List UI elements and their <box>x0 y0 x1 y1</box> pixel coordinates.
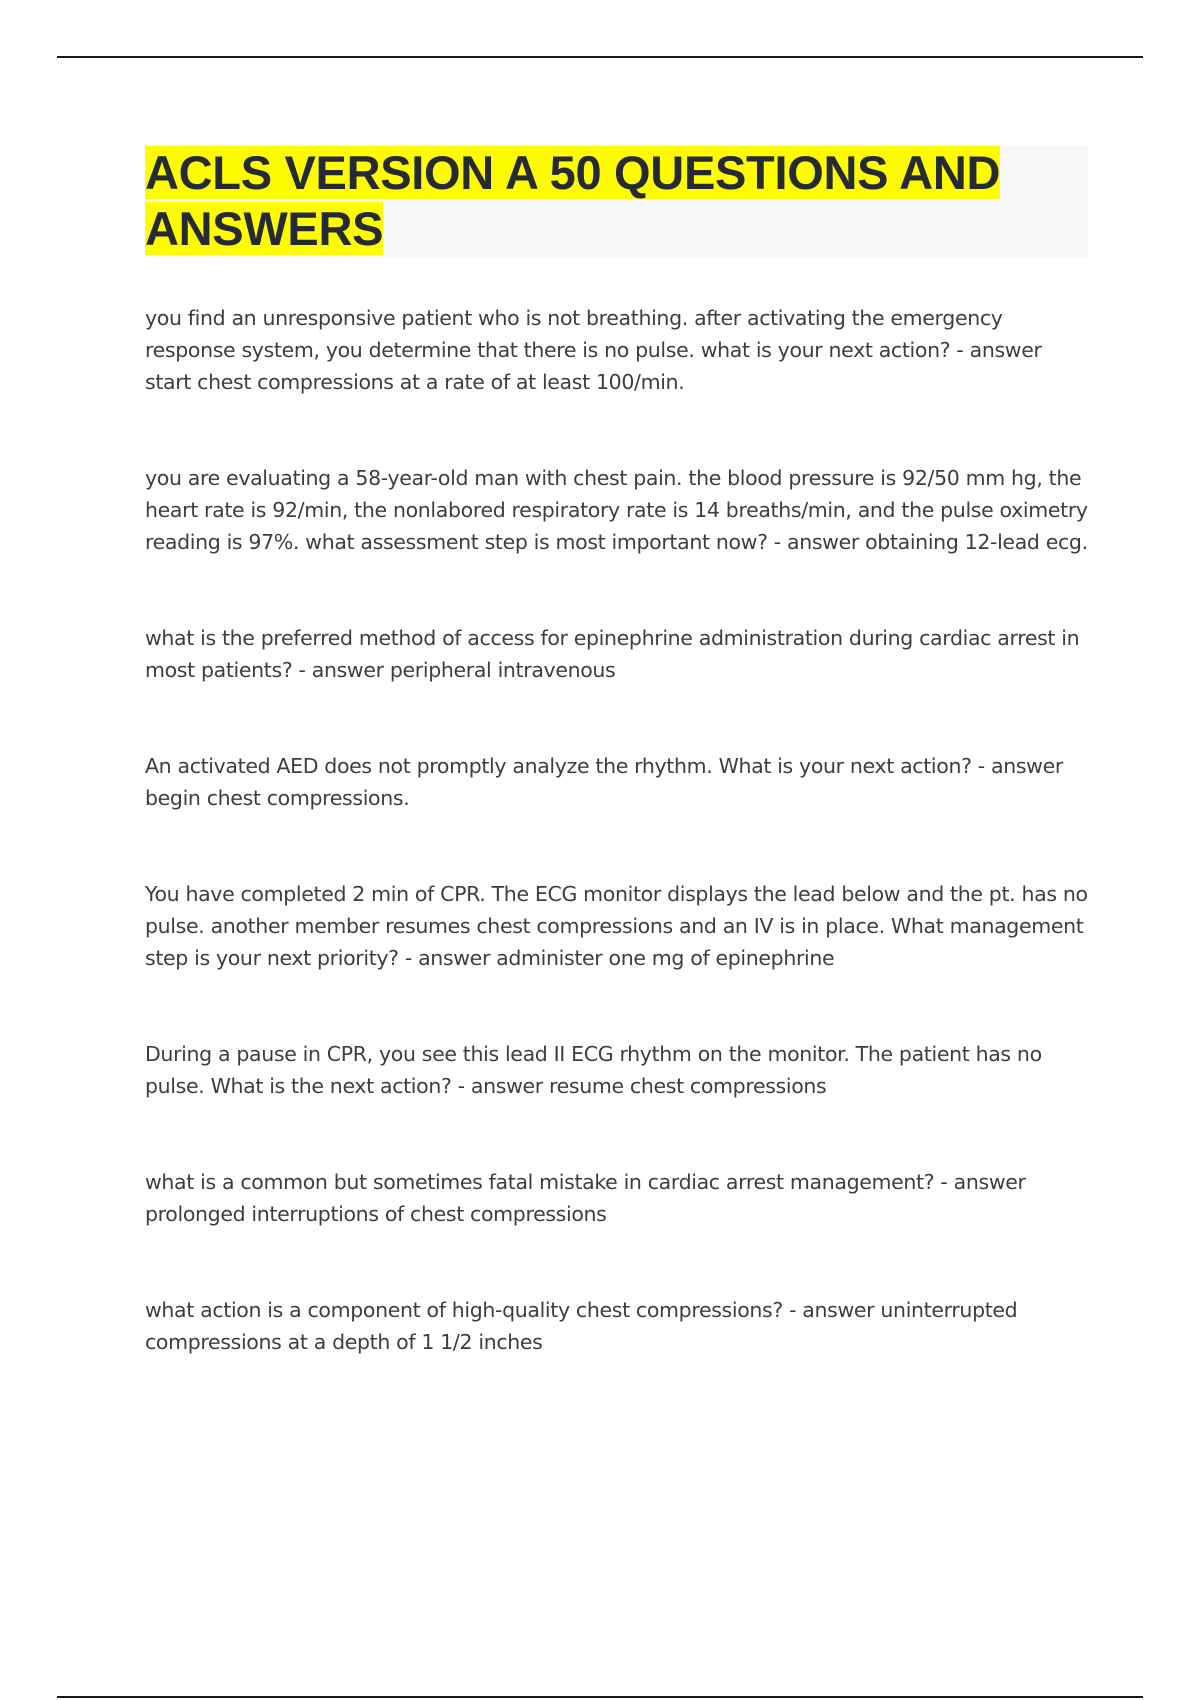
bottom-divider <box>57 1696 1143 1698</box>
qa-item-7: what is a common but sometimes fatal mistake in cardiac arrest management? - answer prolonged interruptions of chest compressions <box>145 1170 1026 1226</box>
title-block <box>145 145 1088 257</box>
qa-item-8: what action is a component of high-quality chest compressions? - answer uninterrupted compressions at a depth of 1 1/2 inches <box>145 1298 1018 1354</box>
qa-item-2: you are evaluating a 58-year-old man with chest pain. the blood pressure is 92/50 mm hg, the heart rate is 92/min, the nonlabored respiratory rate is 14 breaths/min, and the pulse oximetry reading is 97%. what assessment step is most important now? - answer obtaining 12-lead ecg. <box>145 466 1088 554</box>
document-title <box>145 145 1088 257</box>
qa-item-6: During a pause in CPR, you see this lead II ECG rhythm on the monitor. The patient has no pulse. What is the next action? - answer resume chest compressions <box>145 1042 1042 1098</box>
top-divider <box>57 56 1143 58</box>
qa-item-4: An activated AED does not promptly analyze the rhythm. What is your next action? - answer begin chest compressions. <box>145 754 1063 810</box>
qa-item-3: what is the preferred method of access for epinephrine administration during cardiac arrest in most patients? - answer peripheral intravenous <box>145 626 1080 682</box>
qa-item-5: You have completed 2 min of CPR. The ECG monitor displays the lead below and the pt. has no pulse. another member resumes chest compressions and an IV is in place. What management step is your next priority? - answer administer one mg of epinephrine <box>145 882 1088 970</box>
title-highlight: ACLS VERSION A 50 QUESTIONS AND ANSWERS <box>145 146 1001 255</box>
qa-item-1: you find an unresponsive patient who is not breathing. after activating the emergency response system, you determine that there is no pulse. what is your next action? - answer start chest compressions at a rate of at least 100/min. <box>145 306 1042 394</box>
